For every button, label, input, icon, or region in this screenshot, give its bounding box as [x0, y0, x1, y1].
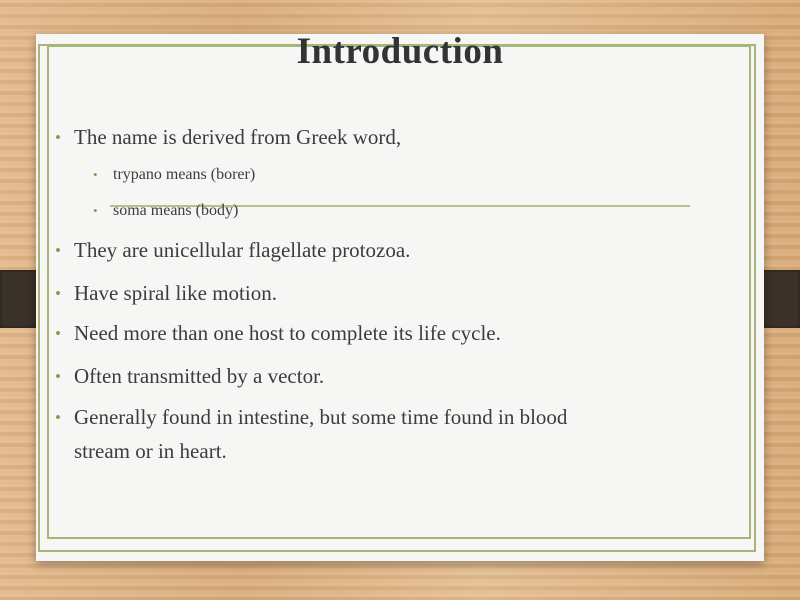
sub-bullet-item: [93, 164, 256, 186]
bullet-dot-icon: •: [55, 241, 61, 260]
slide-title: Introduction: [296, 31, 504, 72]
bullet-item: [55, 235, 411, 266]
bullet-item: [55, 278, 277, 309]
bullet-item: [55, 402, 568, 433]
bullet-dot-icon: •: [93, 167, 98, 182]
bullet-text: Have spiral like motion.: [74, 281, 277, 305]
bullet-dot-icon: •: [55, 408, 61, 427]
bullet-text: Need more than one host to complete its life cycle.: [74, 321, 501, 345]
bullet-dot-icon: •: [55, 367, 61, 386]
bullet-item: [55, 361, 325, 392]
sub-bullet-text: soma means (body): [113, 202, 239, 219]
bullet-text: They are unicellular flagellate protozoa.: [74, 238, 411, 262]
bullet-text-continuation: stream or in heart.: [74, 439, 227, 463]
sub-bullet-text: trypano means (borer): [113, 166, 256, 183]
bullet-item: [55, 122, 402, 153]
bullet-text: Generally found in intestine, but some time found in blood: [74, 405, 568, 429]
bullet-dot-icon: •: [55, 324, 61, 343]
bullet-text: Often transmitted by a vector.: [74, 364, 325, 388]
bullet-dot-icon: •: [55, 128, 61, 147]
bullet-item: [55, 318, 501, 349]
bullet-text: The name is derived from Greek word,: [74, 125, 402, 149]
sub-bullet-item: [93, 200, 239, 222]
bullet-dot-icon: •: [55, 284, 61, 303]
bullet-dot-icon: •: [93, 203, 98, 218]
